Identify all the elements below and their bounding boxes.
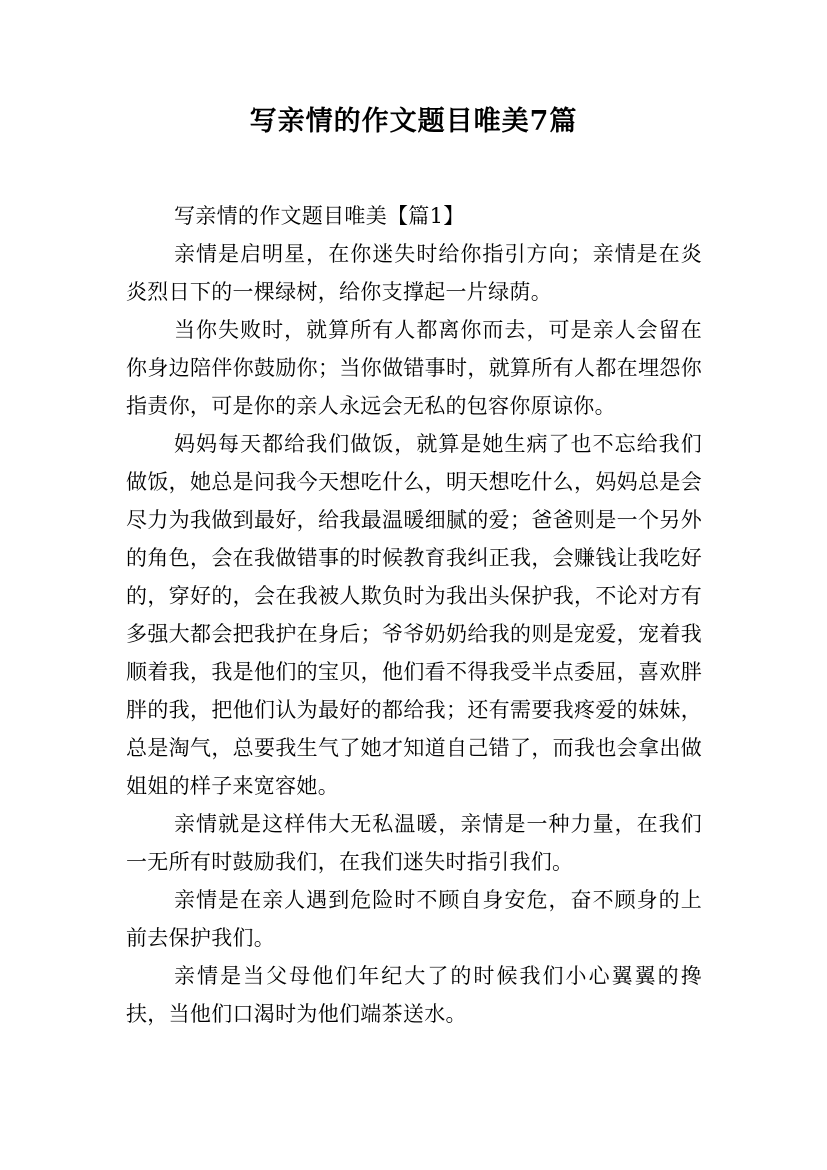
paragraph: 当你失败时，就算所有人都离你而去，可是亲人会留在你身边陪伴你鼓励你；当你做错事时，就算所有人都在埋怨你指责你，可是你的亲人永远会无私的包容你原谅你。 [126,318,702,418]
paragraph: 亲情是当父母他们年纪大了的时候我们小心翼翼的搀扶，当他们口渴时为他们端茶送水。 [126,964,702,1026]
paragraph: 亲情就是这样伟大无私温暖，亲情是一种力量，在我们一无所有时鼓励我们，在我们迷失时指引我们。 [126,812,702,874]
document-title: 写亲情的作文题目唯美7篇 [249,106,578,137]
paragraph: 妈妈每天都给我们做饭，就算是她生病了也不忘给我们做饭，她总是问我今天想吃什么，明天想吃什么，妈妈总是会尽力为我做到最好，给我最温暖细腻的爱；爸爸则是一个另外的角色，会在我做错事的时候教育我纠正我，会赚钱让我吃好的，穿好的，会在我被人欺负时为我出头保护我，不论对方有多强大都会把我护在身后；爷爷奶奶给我的则是宠爱，宠着我顺着我，我是他们的宝贝，他们看不得我受半点委屈，喜欢胖胖的我，把他们认为最好的都给我；还有需要我疼爱的妹妹，总是淘气，总要我生气了她才知道自己错了，而我也会拿出做姐姐的样子来宽容她。 [126,432,702,798]
section-heading: 写亲情的作文题目唯美【篇1】 [174,204,465,228]
paragraph: 亲情是在亲人遇到危险时不顾自身安危，奋不顾身的上前去保护我们。 [126,888,702,950]
document-body [126,197,702,1033]
paragraph: 亲情是启明星，在你迷失时给你指引方向；亲情是在炎炎烈日下的一棵绿树，给你支撑起一片绿荫。 [126,242,702,304]
